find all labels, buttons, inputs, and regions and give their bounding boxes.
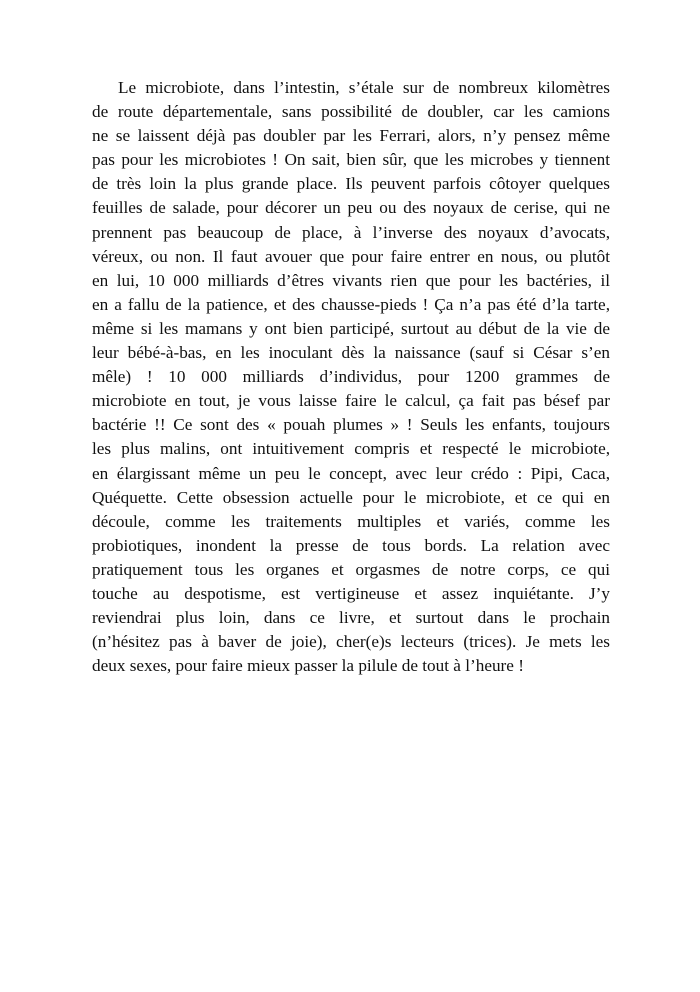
paragraph-line: véreux, ou non. Il faut avouer que pour faire entrer en nous, ou plutôt — [92, 246, 610, 266]
paragraph-line: en élargissant même un peu le concept, avec leur crédo : Pipi, Caca, — [92, 463, 610, 483]
paragraph-line: Le microbiote, dans l’intestin, s’étale sur de nombreux kilomètres — [118, 78, 610, 97]
paragraph-line: de très loin la plus grande place. Ils peuvent parfois côtoyer quelques — [92, 174, 610, 194]
paragraph-line: bactérie !! Ce sont des « pouah plumes » ! Seuls les enfants, toujours — [92, 415, 610, 435]
paragraph-line: en lui, 10 000 milliards d’êtres vivants rien que pour les bactéries, il — [92, 270, 610, 290]
body-paragraph — [92, 76, 610, 678]
paragraph-line: même si les mamans y ont bien participé, surtout au début de la vie de — [92, 318, 610, 338]
paragraph-line: en a fallu de la patience, et des chausse-pieds ! Ça n’a pas été d’la tarte, — [92, 294, 610, 314]
paragraph-line: feuilles de salade, pour décorer un peu ou des noyaux de cerise, qui ne — [92, 198, 610, 218]
paragraph-line: prennent pas beaucoup de place, à l’inverse des noyaux d’avocats, — [92, 222, 610, 242]
paragraph-line: microbiote en tout, je vous laisse faire le calcul, ça fait pas bésef par — [92, 391, 610, 411]
paragraph-line: probiotiques, inondent la presse de tous bords. La relation avec — [92, 535, 610, 555]
paragraph-line: reviendrai plus loin, dans ce livre, et surtout dans le prochain — [92, 608, 610, 628]
paragraph-line: deux sexes, pour faire mieux passer la pilule de tout à l’heure ! — [92, 656, 524, 676]
paragraph-line: les plus malins, ont intuitivement compris et respecté le microbiote, — [92, 439, 610, 459]
paragraph-line: touche au despotisme, est vertigineuse et assez inquiétante. J’y — [92, 583, 610, 603]
paragraph-line: pas pour les microbiotes ! On sait, bien sûr, que les microbes y tiennent — [92, 150, 610, 170]
paragraph-line: découle, comme les traitements multiples et variés, comme les — [92, 511, 610, 531]
paragraph-line: ne se laissent déjà pas doubler par les Ferrari, alors, n’y pensez même — [92, 126, 610, 146]
paragraph-line: Quéquette. Cette obsession actuelle pour le microbiote, et ce qui en — [92, 487, 610, 507]
paragraph-line: (n’hésitez pas à baver de joie), cher(e)s lecteurs (trices). Je mets les — [92, 632, 610, 652]
paragraph-line: mêle) ! 10 000 milliards d’individus, pour 1200 grammes de — [92, 367, 610, 387]
paragraph-line: pratiquement tous les organes et orgasmes de notre corps, ce qui — [92, 559, 610, 579]
paragraph-line: de route départementale, sans possibilité de doubler, car les camions — [92, 102, 610, 122]
paragraph-line: leur bébé-à-bas, en les inoculant dès la naissance (sauf si César s’en — [92, 343, 610, 363]
